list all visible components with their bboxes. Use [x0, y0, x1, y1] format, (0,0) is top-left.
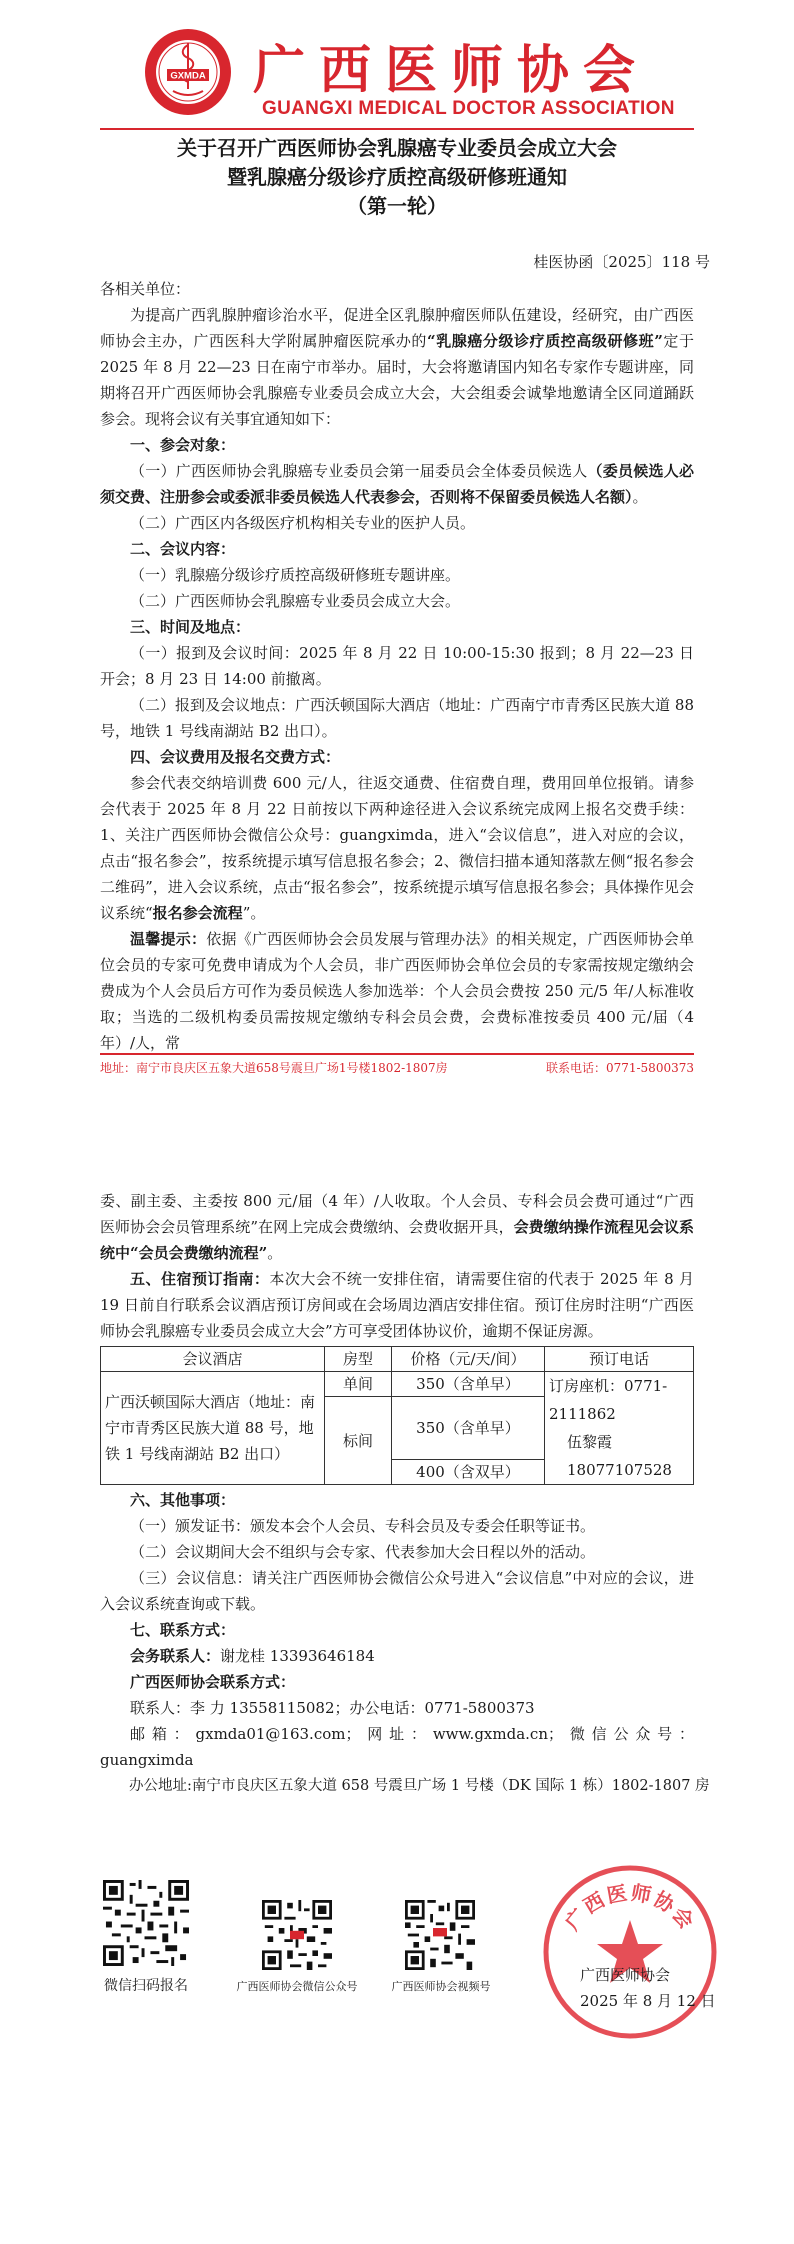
room-type-cell: 单间	[325, 1372, 392, 1397]
section-2-heading: 二、会议内容：	[130, 540, 236, 558]
section-1-item-2: （二）广西区内各级医疗机构相关专业的医护人员。	[130, 514, 476, 532]
section-2-item-2: （二）广西医师协会乳腺癌专业委员会成立大会。	[130, 592, 461, 610]
section-4-reminder-paragraph: 温馨提示：依据《广西医师协会会员发展与管理办法》的相关规定，广西医师协会单位会员的专家可免费申请成为个人会员，非广西医师协会单位会员的专家需按规定缴纳会费成为个人会员后方可作为委员候选人参加选举：个人会员会费按 250 元/5 年/人标准收取；当选的二级机构委员需按规定缴纳专科会员会费，会费标准按委员 400 元/届（4 年）/人，常	[100, 930, 694, 1052]
document-number: 桂医协函〔2025〕118 号	[533, 253, 710, 271]
table-row	[101, 1372, 694, 1397]
signature-date: 2025 年 8 月 12 日	[580, 1992, 716, 2010]
official-seal-stamp	[540, 1862, 720, 2042]
intro-paragraph: 为提高广西乳腺肿瘤诊治水平，促进全区乳腺肿瘤医师队伍建设，经研究，由广西医师协会主办，广西医科大学附属肿瘤医院承办的“乳腺癌分级诊疗质控高级研修班”定于 2025 年 8 月 22—23 日在南宁市举办。届时，大会将邀请国内知名专家作专题讲座，同期将召开广西医师协会乳腺癌专业委员会成立大会，大会组委会诚挚地邀请全区同道踊跃参会。现将会议有关事宜通知如下：	[100, 306, 694, 428]
price-cell: 400（含双早）	[392, 1460, 545, 1485]
section-5-paragraph: 五、住宿预订指南：本次大会不统一安排住宿，请需要住宿的代表于 2025 年 8 月 19 日前自行联系会议酒店预订房间或在会场周边酒店安排住宿。预订住房时注明“广西医师协会乳腺癌专业委员会成立大会”方可享受团体协议价，逾期不保证房源。	[100, 1270, 694, 1340]
registration-qr-code[interactable]	[103, 1880, 189, 1966]
section-4-fee-paragraph: 参会代表交纳培训费 600 元/人，往返交通费、住宿费自理，费用回单位报销。请参会代表于 2025 年 8 月 22 日前按以下两种途径进入会议系统完成网上报名交费手续：1、关注广西医师协会微信公众号：guangximda，进入“会议信息”，进入对应的会议，点击“报名参会”，按系统提示填写信息报名参会；2、微信扫描本通知落款左侧“报名参会二维码”，进入会议系统，点击“报名参会”，按系统提示填写信息报名参会；具体操作见会议系统“报名参会流程”。	[100, 774, 694, 922]
association-contact-heading: 广西医师协会联系方式：	[130, 1673, 296, 1691]
title-line-2: 暨乳腺癌分级诊疗质控高级研修班通知	[227, 165, 567, 189]
section-4-continued: 委、副主委、主委按 800 元/届（4 年）/人收取。个人会员、专科会员会费可通过“广西医师协会会员管理系统”在网上完成会费缴纳、会费收据开具，会费缴纳操作流程见会议系统中“会员会费缴纳流程”。	[100, 1192, 694, 1262]
booking-phone-cell: 订房座机：0771-2111862 伍黎霞 18077107528	[545, 1372, 694, 1485]
notice-title	[100, 134, 694, 221]
table-header-row	[101, 1347, 694, 1372]
organization-name: 广西医师协会	[253, 40, 650, 101]
table-header-cell: 预订电话	[545, 1347, 694, 1372]
qr-caption-official-account: 广西医师协会微信公众号	[236, 1980, 358, 1993]
section-6-heading: 六、其他事项：	[130, 1491, 236, 1509]
svg-text:广西医师协会: 广西医师协会	[560, 1880, 700, 1935]
section-3-heading: 三、时间及地点：	[130, 618, 251, 636]
title-line-3: （第一轮）	[347, 194, 447, 218]
page2-body	[100, 1188, 710, 1799]
page1-body	[100, 276, 694, 1056]
meeting-contact: 会务联系人：谢龙桂 13393646184	[130, 1647, 375, 1665]
qr-caption-registration: 微信扫码报名	[104, 1978, 188, 1994]
signature-block	[580, 1962, 716, 2014]
section-2-item-1: （一）乳腺癌分级诊疗质控高级研修班专题讲座。	[130, 566, 461, 584]
price-cell: 350（含单早）	[392, 1372, 545, 1397]
header-divider	[100, 128, 694, 130]
footer-phone: 联系电话：0771-5800373	[545, 1061, 694, 1075]
footer-divider	[100, 1053, 694, 1055]
hotel-name-cell: 广西沃顿国际大酒店（地址：南宁市青秀区民族大道 88 号，地铁 1 号线南湖站 B2 出口）	[101, 1372, 325, 1485]
signature-organization: 广西医师协会	[580, 1966, 671, 1984]
section-6-item-3: （三）会议信息：请关注广西医师协会微信公众号进入“会议信息”中对应的会议，进入会议系统查询或下载。	[100, 1569, 694, 1613]
association-office-address: 办公地址:南宁市良庆区五象大道 658 号震旦广场 1 号楼（DK 国际 1 栋）1802-1807 房	[129, 1778, 710, 1794]
hotel-table	[100, 1346, 694, 1485]
room-type-cell: 标间	[325, 1397, 392, 1485]
table-header-cell: 价格（元/天/间）	[392, 1347, 545, 1372]
section-5-heading: 五、住宿预订指南：	[130, 1270, 270, 1288]
table-header-cell: 房型	[325, 1347, 392, 1372]
organization-name-english: GUANGXI MEDICAL DOCTOR ASSOCIATION	[262, 98, 675, 119]
gxmda-logo	[143, 27, 233, 117]
section-1-item-1: （一）广西医师协会乳腺癌专业委员会第一届委员会全体委员候选人（委员候选人必须交费、注册参会或委派非委员候选人代表参会，否则将不保留委员候选人名额）。	[100, 462, 694, 506]
association-email-web: 邮箱：gxmda01@163.com；网址：www.gxmda.cn；微信公众号：guangximda	[100, 1725, 694, 1769]
salutation: 各相关单位：	[100, 280, 191, 298]
page-footer	[100, 1059, 694, 1076]
section-3-item-2: （二）报到及会议地点：广西沃顿国际大酒店（地址：广西南宁市青秀区民族大道 88 号，地铁 1 号线南湖站 B2 出口）。	[100, 696, 694, 740]
title-line-1: 关于召开广西医师协会乳腺癌专业委员会成立大会	[177, 136, 617, 160]
wechat-official-account-qr-code[interactable]	[262, 1900, 332, 1970]
qr-caption-video-account: 广西医师协会视频号	[391, 1980, 491, 1993]
association-contact-person: 联系人：李 力 13558115082；办公电话：0771-5800373	[130, 1699, 535, 1717]
video-account-qr-code[interactable]	[405, 1900, 475, 1970]
section-6-item-1: （一）颁发证书：颁发本会个人会员、专科会员及专委会任职等证书。	[130, 1517, 596, 1535]
section-3-item-1: （一）报到及会议时间：2025 年 8 月 22 日 10:00-15:30 报到；8 月 22—23 日开会；8 月 23 日 14:00 前撤离。	[100, 644, 694, 688]
price-cell: 350（含单早）	[392, 1397, 545, 1460]
svg-text:GXMDA: GXMDA	[170, 70, 206, 82]
footer-address: 地址：南宁市良庆区五象大道658号震旦广场1号楼1802-1807房	[100, 1061, 448, 1075]
section-7-heading: 七、联系方式：	[130, 1621, 236, 1639]
section-4-heading: 四、会议费用及报名交费方式：	[130, 748, 341, 766]
section-1-heading: 一、参会对象：	[130, 436, 236, 454]
section-6-item-2: （二）会议期间大会不组织与会专家、代表参加大会日程以外的活动。	[130, 1543, 596, 1561]
table-header-cell: 会议酒店	[101, 1347, 325, 1372]
